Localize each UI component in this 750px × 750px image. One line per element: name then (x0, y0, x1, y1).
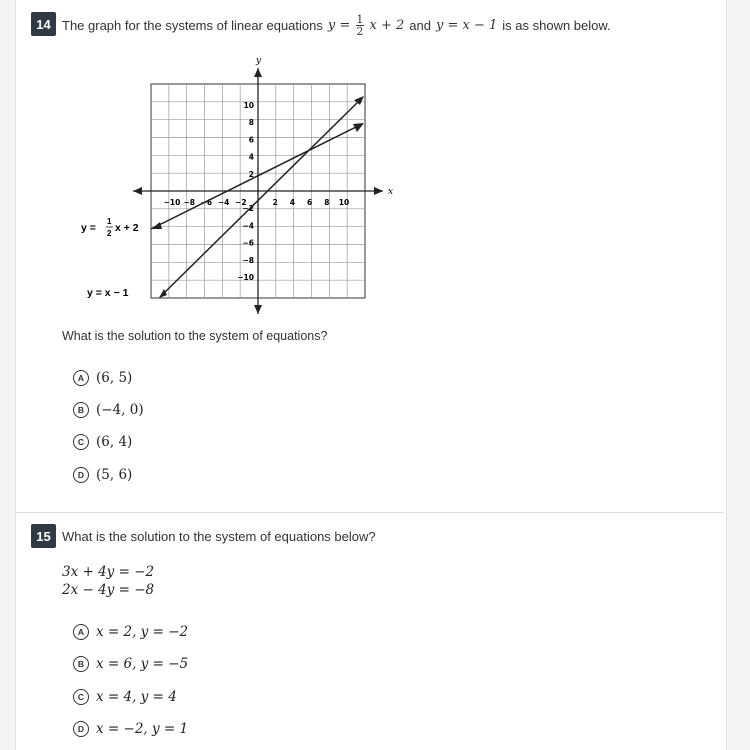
option-text: x = −2, y = 1 (96, 721, 189, 737)
x-tick-label: 10 (338, 198, 350, 207)
option-d[interactable] (73, 467, 132, 483)
y-tick-label: 10 (243, 101, 254, 110)
x-axis-label: x (388, 187, 394, 197)
option-text: (5, 6) (96, 467, 133, 483)
y-tick-label: −10 (237, 273, 254, 282)
option-text: x = 2, y = −2 (96, 624, 189, 640)
option-letter-circle: C (73, 689, 89, 705)
option-letter-circle: A (73, 370, 89, 386)
line-1-label (81, 217, 139, 238)
option-a[interactable] (73, 624, 188, 640)
coordinate-graph (71, 54, 411, 324)
x-tick-label: 2 (272, 198, 278, 207)
x-axis-arrow-right (374, 187, 383, 195)
equation-1-lhs: y = (327, 17, 351, 33)
line-1-label-num: 1 (107, 217, 112, 226)
option-text: (6, 5) (96, 370, 133, 386)
option-text: x = 6, y = −5 (96, 656, 189, 672)
line-1-label-prefix: y = (81, 222, 96, 234)
question-number-badge: 14 (31, 12, 56, 36)
option-d[interactable] (73, 721, 188, 737)
fraction-denominator: 2 (356, 24, 364, 38)
question-prompt: What is the solution to the system of equations? (62, 329, 328, 343)
x-tick-label: 6 (306, 198, 313, 207)
question-card (15, 0, 727, 750)
option-b[interactable] (73, 656, 188, 672)
x-tick-label: −6 (200, 198, 213, 207)
system-equation-2: 2x − 4y = −8 (62, 582, 155, 598)
y-tick-label: −2 (242, 204, 254, 214)
option-c[interactable] (73, 689, 177, 705)
option-a[interactable] (73, 370, 132, 386)
graph-svg (71, 54, 411, 324)
y-tick-label: −8 (242, 255, 254, 265)
y-axis-arrow-up (254, 68, 262, 77)
x-axis-arrow-left (133, 187, 142, 195)
x-tick-label: −8 (183, 198, 195, 207)
line-2-label: y = x − 1 (87, 287, 129, 299)
y-tick-label: −4 (242, 221, 254, 231)
y-tick-label: 4 (248, 152, 254, 162)
option-text: x = 4, y = 4 (96, 689, 177, 705)
y-tick-label: −6 (242, 238, 254, 248)
x-tick-label: 8 (324, 198, 330, 207)
y-tick-label: 2 (248, 169, 254, 179)
question-text-prefix: The graph for the systems of linear equations (62, 17, 323, 33)
fraction-numerator: 1 (356, 12, 364, 26)
x-tick-label: 4 (289, 198, 296, 207)
question-text: What is the solution to the system of equations below? (62, 529, 376, 544)
option-c[interactable] (73, 434, 132, 450)
option-letter-circle: D (73, 467, 89, 483)
y-axis-arrow-down (254, 305, 262, 314)
system-equation-1: 3x + 4y = −2 (62, 564, 155, 580)
y-tick-label: 6 (248, 135, 254, 145)
equation-1-fraction (355, 14, 364, 37)
x-tick-label: −10 (163, 198, 181, 207)
option-text: (−4, 0) (96, 402, 144, 418)
option-text: (6, 4) (96, 434, 133, 450)
option-letter-circle: A (73, 624, 89, 640)
x-tick-label: −2 (235, 198, 247, 207)
equation-1-rhs: x + 2 (369, 17, 405, 33)
y-axis-label: y (256, 56, 262, 66)
line-1-label-den: 2 (107, 229, 112, 238)
equation-2: y = x − 1 (436, 17, 498, 33)
option-b[interactable] (73, 402, 144, 418)
x-tick-label: −4 (217, 198, 230, 207)
question-text-suffix: is as shown below. (502, 17, 611, 33)
y-tick-label: 8 (248, 118, 254, 128)
option-letter-circle: B (73, 656, 89, 672)
option-letter-circle: C (73, 434, 89, 450)
option-letter-circle: D (73, 721, 89, 737)
equation-1 (328, 14, 404, 37)
line-1-label-suffix: x + 2 (115, 222, 139, 234)
option-letter-circle: B (73, 402, 89, 418)
question-number-badge: 15 (31, 524, 56, 548)
question-text (62, 10, 611, 40)
question-text-and: and (409, 17, 431, 33)
question-divider (16, 512, 724, 513)
